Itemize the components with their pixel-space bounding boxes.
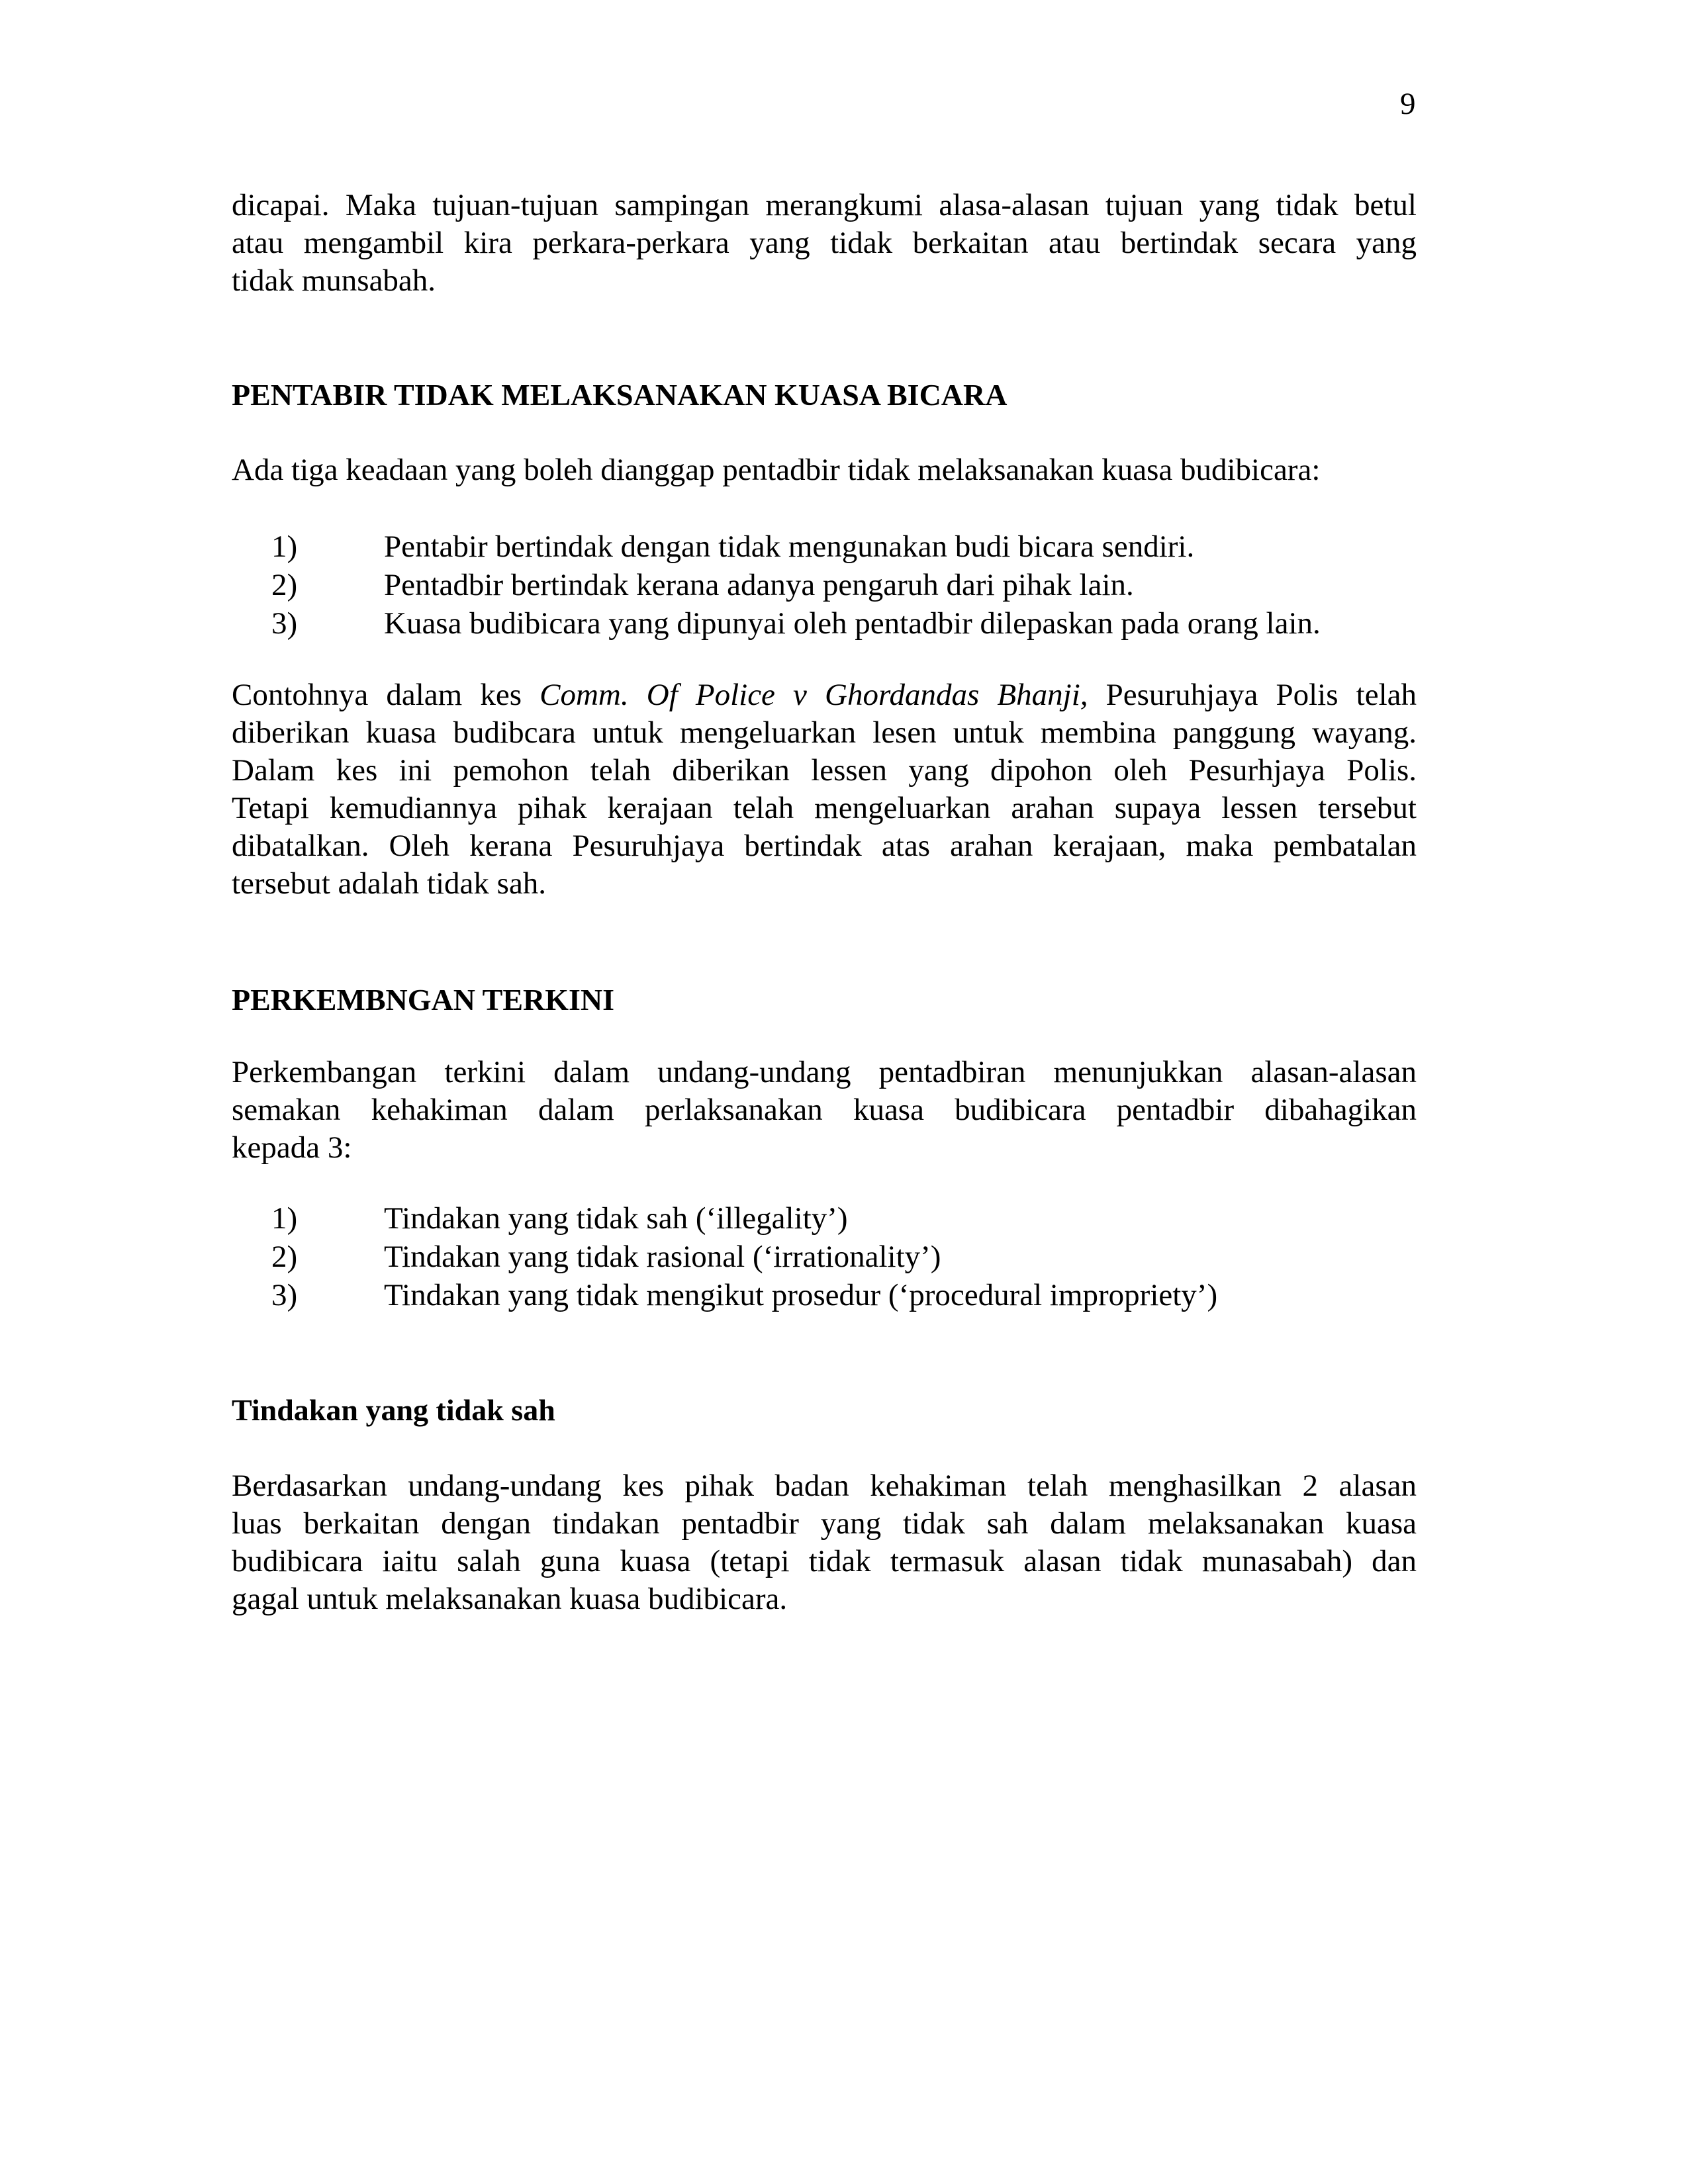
- text-line: tidak munsabah.: [232, 263, 436, 298]
- text-line: Dalam kes ini pemohon telah diberikan lessen yang dipohon oleh Pesurhjaya Polis.: [232, 753, 1417, 788]
- list-text: Pentadbir bertindak kerana adanya pengaruh dari pihak lain.: [384, 568, 1134, 602]
- list-text: Tindakan yang tidak sah (‘illegality’): [384, 1201, 848, 1236]
- heading-perkembangan: PERKEMBNGAN TERKINI: [232, 983, 615, 1017]
- list-text: Kuasa budibicara yang dipunyai oleh pentadbir dilepaskan pada orang lain.: [384, 606, 1321, 641]
- text-line: Berdasarkan undang-undang kes pihak badan kehakiman telah menghasilkan 2 alasan: [232, 1469, 1417, 1503]
- heading-pentabir: PENTABIR TIDAK MELAKSANAKAN KUASA BICARA: [232, 378, 1008, 412]
- text-line: luas berkaitan dengan tindakan pentadbir yang tidak sah dalam melaksanakan kuasa: [232, 1506, 1417, 1541]
- list-number: 2): [271, 1240, 298, 1274]
- list-number: 1): [271, 1201, 298, 1236]
- case-citation: Comm. Of Police v Ghordandas Bhanji,: [539, 678, 1088, 712]
- text: Contohnya dalam kes: [232, 678, 540, 712]
- text-line: kepada 3:: [232, 1130, 352, 1165]
- list-item: [232, 1276, 1417, 1314]
- paragraph-perkembangan: [232, 1054, 1417, 1167]
- text-line: budibicara iaitu salah guna kuasa (tetapi tidak termasuk alasan tidak munasabah) dan: [232, 1544, 1417, 1578]
- page-number: 9: [1400, 87, 1416, 121]
- list-number: 3): [271, 1278, 298, 1312]
- subheading-tidak-sah: Tindakan yang tidak sah: [232, 1393, 555, 1427]
- text-line: gagal untuk melaksanakan kuasa budibicara.: [232, 1582, 788, 1616]
- list-number: 3): [271, 606, 298, 641]
- text-line: diberikan kuasa budibcara untuk mengeluarkan lesen untuk membina panggung wayang.: [232, 715, 1417, 750]
- text-line: atau mengambil kira perkara-perkara yang tidak berkaitan atau bertindak secara yang: [232, 226, 1417, 260]
- text: Pesuruhjaya Polis telah: [1088, 678, 1417, 712]
- paragraph-berdasarkan: [232, 1467, 1417, 1618]
- list-number: 2): [271, 568, 298, 602]
- text-line: tersebut adalah tidak sah.: [232, 866, 547, 901]
- list-keadaan: [232, 527, 1417, 643]
- text-line: semakan kehakiman dalam perlaksanakan kuasa budibicara pentadbir dibahagikan: [232, 1093, 1417, 1127]
- list-text: Tindakan yang tidak mengikut prosedur (‘procedural impropriety’): [384, 1278, 1218, 1312]
- paragraph-contohnya: [232, 676, 1417, 903]
- text-line: Tetapi kemudiannya pihak kerajaan telah mengeluarkan arahan supaya lessen tersebut: [232, 791, 1417, 825]
- list-item: [232, 1199, 1417, 1238]
- text-line: Perkembangan terkini dalam undang-undang pentadbiran menunjukkan alasan-alasan: [232, 1055, 1417, 1089]
- list-item: [232, 1238, 1417, 1276]
- text-line: dibatalkan. Oleh kerana Pesuruhjaya bertindak atas arahan kerajaan, maka pembatalan: [232, 829, 1417, 863]
- list-text: Tindakan yang tidak rasional (‘irrationality’): [384, 1240, 941, 1274]
- list-number: 1): [271, 529, 298, 564]
- list-item: [232, 527, 1417, 566]
- list-text: Pentabir bertindak dengan tidak mengunakan budi bicara sendiri.: [384, 529, 1195, 564]
- paragraph-intro: [232, 187, 1417, 300]
- list-item: [232, 566, 1417, 604]
- text-line: [232, 676, 1417, 714]
- list-item: [232, 604, 1417, 643]
- list-alasan: [232, 1199, 1417, 1314]
- text-line: dicapai. Maka tujuan-tujuan sampingan merangkumi alasa-alasan tujuan yang tidak betul: [232, 188, 1417, 222]
- paragraph-ada-tiga: Ada tiga keadaan yang boleh dianggap pentadbir tidak melaksanakan kuasa budibicara:: [232, 453, 1321, 487]
